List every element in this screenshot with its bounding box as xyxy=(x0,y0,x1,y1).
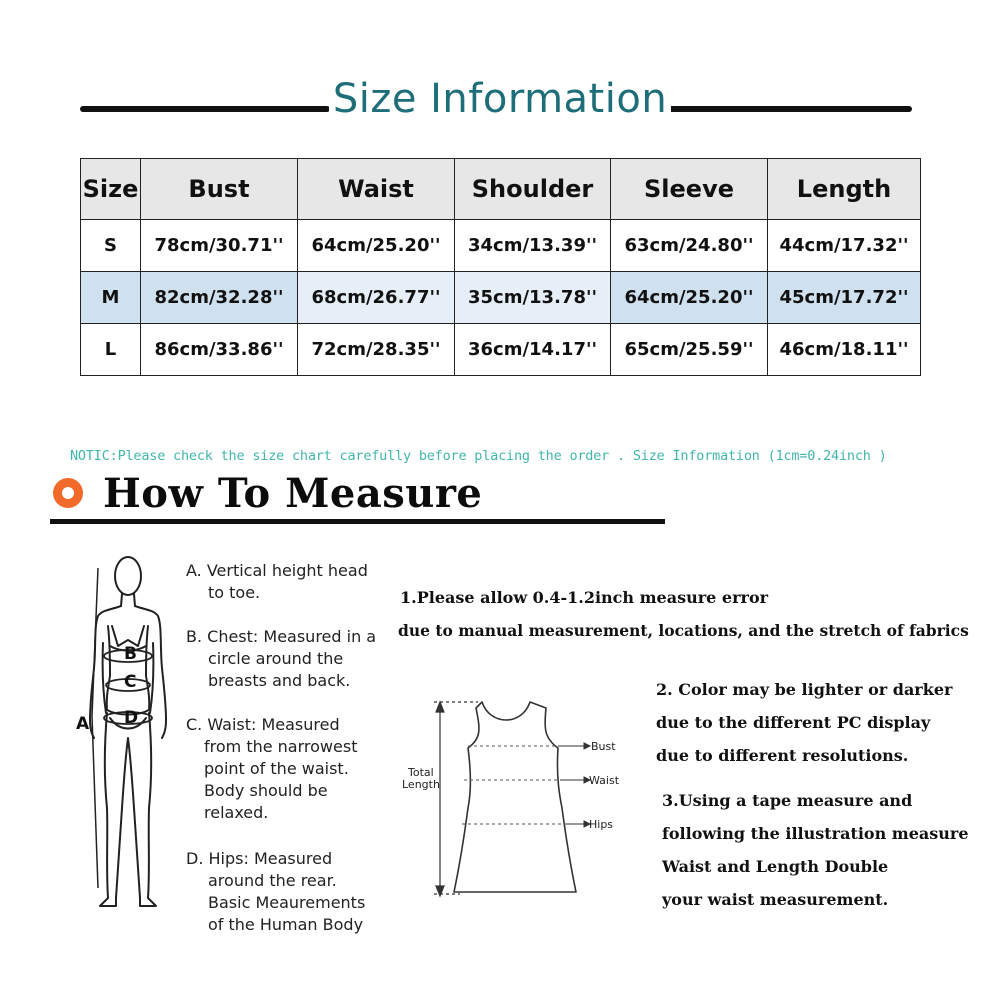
bullet-circle-icon xyxy=(53,478,83,508)
table-cell: 36cm/14.17'' xyxy=(455,324,611,376)
table-cell: 82cm/32.28'' xyxy=(141,272,298,324)
table-cell: 63cm/24.80'' xyxy=(611,220,768,272)
table-cell: 64cm/25.20'' xyxy=(611,272,768,324)
size-table xyxy=(80,158,921,376)
body-label-d: D xyxy=(124,708,139,728)
note-1-line-2: due to manual measurement, locations, and the stretch of fabrics xyxy=(398,621,969,640)
instruction-c-line-2: from the narrowest xyxy=(204,737,358,756)
instruction-d xyxy=(186,848,386,936)
table-row xyxy=(81,324,921,376)
header-size: Size xyxy=(81,159,141,220)
instruction-c-line-1: C. Waist: Measured xyxy=(186,715,340,734)
page-title xyxy=(0,76,1000,122)
note-3-line-4: your waist measurement. xyxy=(662,890,889,909)
table-row-highlighted xyxy=(81,272,921,324)
header-length: Length xyxy=(768,159,921,220)
instruction-d-line-4: of the Human Body xyxy=(208,915,364,934)
instruction-c-line-5: relaxed. xyxy=(204,803,269,822)
table-cell: 45cm/17.72'' xyxy=(768,272,921,324)
header-waist: Waist xyxy=(298,159,455,220)
table-cell: 86cm/33.86'' xyxy=(141,324,298,376)
note-3-line-1: 3.Using a tape measure and xyxy=(662,791,913,810)
table-cell: 72cm/28.35'' xyxy=(298,324,455,376)
table-cell: 46cm/18.11'' xyxy=(768,324,921,376)
instruction-b-line-3: breasts and back. xyxy=(208,671,351,690)
table-cell: 35cm/13.78'' xyxy=(455,272,611,324)
table-cell: 65cm/25.59'' xyxy=(611,324,768,376)
header-sleeve: Sleeve xyxy=(611,159,768,220)
instruction-c-line-3: point of the waist. xyxy=(204,759,349,778)
dress-label-bust: Bust xyxy=(591,740,616,753)
table-cell: L xyxy=(81,324,141,376)
instruction-a xyxy=(186,560,386,604)
instruction-d-line-1: D. Hips: Measured xyxy=(186,849,333,868)
note-2-line-2: due to the different PC display xyxy=(656,713,931,732)
table-cell: M xyxy=(81,272,141,324)
table-cell: 34cm/13.39'' xyxy=(455,220,611,272)
note-3-line-2: following the illustration measure xyxy=(662,824,969,843)
dress-diagram xyxy=(420,698,630,898)
header-shoulder: Shoulder xyxy=(455,159,611,220)
note-2-line-3: due to different resolutions. xyxy=(656,746,909,765)
body-label-b: B xyxy=(124,644,137,664)
instruction-d-line-2: around the rear. xyxy=(208,871,337,890)
instruction-c-line-4: Body should be xyxy=(204,781,328,800)
note-3-line-3: Waist and Length Double xyxy=(662,857,889,876)
table-cell: S xyxy=(81,220,141,272)
instruction-a-line-1: A. Vertical height head xyxy=(186,561,368,580)
dress-label-waist: Waist xyxy=(589,774,620,787)
instruction-a-line-2: to toe. xyxy=(208,583,261,602)
dress-label-length: Length xyxy=(402,778,440,791)
instruction-b-line-2: circle around the xyxy=(208,649,344,668)
header-bust: Bust xyxy=(141,159,298,220)
size-notice: NOTIC:Please check the size chart carefully before placing the order . Size Information (1cm=0.24inch ) xyxy=(70,448,887,464)
page-title-text: Size Information xyxy=(329,76,671,122)
note-1-line-1: 1.Please allow 0.4-1.2inch measure error xyxy=(400,588,769,607)
dress-label-hips: Hips xyxy=(589,818,614,831)
instruction-c xyxy=(186,714,386,824)
how-to-measure-rule xyxy=(50,519,665,524)
table-cell: 44cm/17.32'' xyxy=(768,220,921,272)
dress-label-total: Total xyxy=(408,766,434,779)
table-header-row xyxy=(81,159,921,220)
body-label-c: C xyxy=(124,672,137,692)
note-2-line-1: 2. Color may be lighter or darker xyxy=(656,680,953,699)
table-cell: 68cm/26.77'' xyxy=(298,272,455,324)
body-label-a: A xyxy=(76,714,90,734)
instruction-b xyxy=(186,626,386,692)
instruction-b-line-1: B. Chest: Measured in a xyxy=(186,627,377,646)
table-cell: 78cm/30.71'' xyxy=(141,220,298,272)
how-to-measure-title: How To Measure xyxy=(103,470,483,517)
table-row xyxy=(81,220,921,272)
table-cell: 64cm/25.20'' xyxy=(298,220,455,272)
instruction-d-line-3: Basic Meaurements xyxy=(208,893,366,912)
